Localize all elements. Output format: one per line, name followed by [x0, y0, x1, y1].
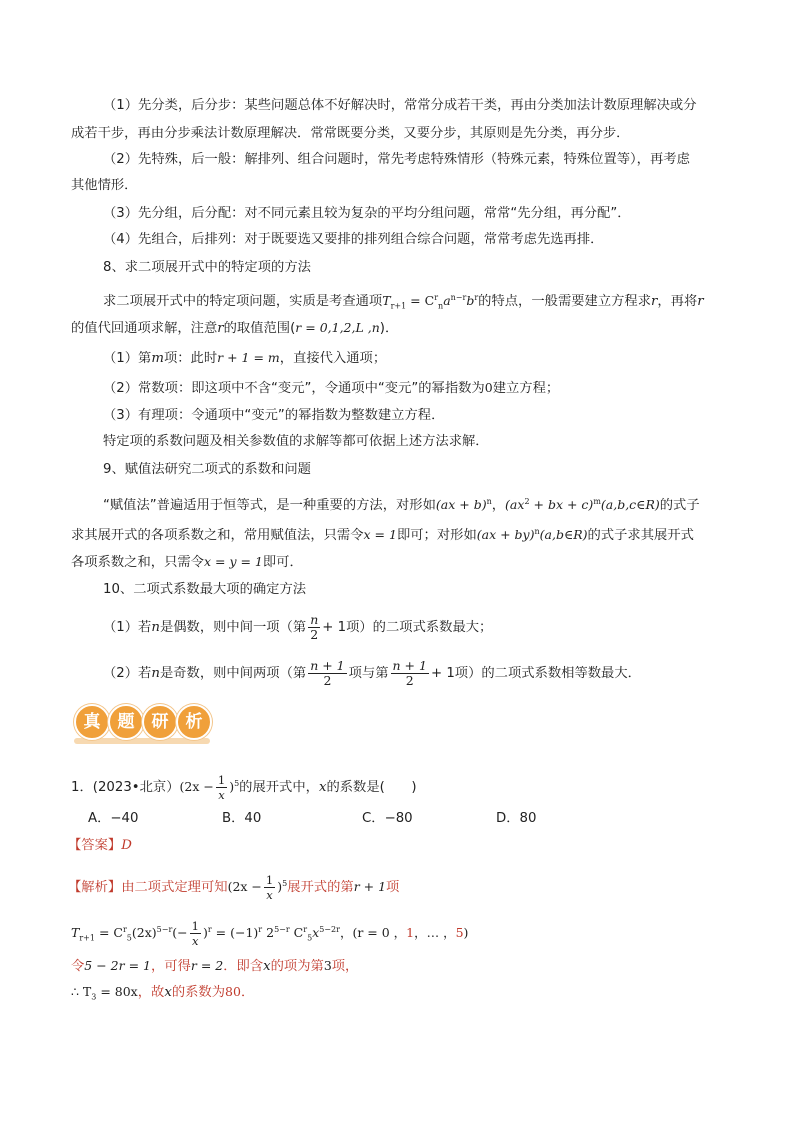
analysis-label: 【解析】 [68, 880, 122, 896]
section-9-line-1: “赋值法”普遍适用于恒等式，是一种重要的方法，对形如(ax + b)$^n$，($ax^2$ + bx + c)$^m$(a,b,c∈R)的式子 [103, 497, 700, 514]
section-8-tail: 特定项的系数问题及相关参数值的求解等都可依据上述方法求解． [103, 434, 489, 449]
section-8-intro-line-2: 的值代回通项求解，注意r的取值范围(r = 0,1,2,L ,n)． [71, 320, 399, 336]
principle-2-line-1: （2）先特殊，后一般：解排列、组合问题时，常先考虑特殊情形（特殊元素，特殊位置等），再考虑 [103, 152, 690, 167]
principle-1-line-2: 成若干步，再由分步乘法计数原理解决．常常既要分类，又要分步，其原则是先分类，再分步． [71, 126, 630, 141]
option-a: A．−40 [88, 811, 139, 826]
analysis-step-2: ∴ $T_3 = 80x$，故x的系数为80． [71, 984, 255, 1002]
section-9-line-3: 各项系数之和，只需令x = y = 1即可． [71, 554, 303, 570]
section-9-line-2: 求其展开式的各项系数之和，常用赋值法，只需令x = 1即可；对形如(ax + by)$^n$(a,b∈R)的式子求其展开式 [71, 527, 694, 544]
section-8-item-3: （3）有理项：令通项中“变元”的幂指数为整数建立方程． [103, 408, 445, 423]
analysis-general-term: $T_{r+1} = C^r_5(2x)^{5-r}(-$ $\frac{1}{x}$ )$^r = (-1)^r$ $2^{5-r}$ $C^r_5x^{5-2r}$，(r = 0 ，1，… ，5) [71, 919, 469, 949]
section-8-item-1: （1）第m项：此时r + 1 = m，直接代入通项； [103, 350, 387, 366]
analysis-step-1: 令5 − 2r = 1，可得r = 2．即含x的项为第3项， [71, 958, 359, 974]
section-10-item-2: （2）若n是奇数，则中间两项（第 $\frac{n + 1}{2}$ 项与第 $\frac{n + 1}{2}$ + 1项）的二项式系数相等数最大． [103, 657, 641, 688]
option-d: D．80 [496, 811, 537, 826]
principle-1-line-1: （1）先分类，后分步：某些问题总体不好解决时，常常分成若干类，再由分类加法计数原理解决或分 [103, 98, 697, 113]
principle-3: （3）先分组，后分配：对不同元素且较为复杂的平均分组问题，常常“先分组，再分配”． [103, 206, 631, 221]
banner-char-1: 真 [74, 704, 110, 740]
section-8-heading: 8、求二项展开式中的特定项的方法 [103, 260, 311, 275]
answer-line [68, 836, 132, 856]
section-10-heading: 10、二项式系数最大项的确定方法 [103, 582, 307, 597]
option-c: C．−80 [362, 811, 413, 826]
section-9-heading: 9、赋值法研究二项式的系数和问题 [103, 462, 311, 477]
problem-question: 1．(2023•北京）(2x − $\frac{1}{x}$ )$^5$的展开式中，x的系数是( ) [71, 773, 417, 803]
answer-label: 【答案】 [68, 838, 122, 853]
banner-char-3: 研 [142, 704, 178, 740]
section-10-item-1: （1）若n是偶数，则中间一项（第 $\frac{n}{2}$ + 1项）的二项式系数最大； [103, 611, 493, 642]
analysis-line-1: 【解析】由二项式定理可知(2x − $\frac{1}{x}$ )$^5$展开式的第r + 1项 [68, 873, 400, 903]
principle-2-line-2: 其他情形． [71, 178, 138, 193]
option-b: B．40 [222, 811, 262, 826]
section-banner [72, 700, 212, 746]
answer-value: D [121, 838, 132, 853]
banner-char-2: 题 [108, 704, 144, 740]
banner-char-4: 析 [176, 704, 212, 740]
section-8-item-2: （2）常数项：即这项中不含“变元”，令通项中“变元”的幂指数为0建立方程； [103, 380, 560, 396]
principle-4: （4）先组合，后排列：对于既要选又要排的排列组合综合问题，常常考虑先选再排． [103, 232, 604, 247]
section-8-intro-line-1: 求二项展开式中的特定项问题，实质是考查通项$T_{r+1} = C^r_na^{n-r}b^r$的特点，一般需要建立方程求r，再将r [103, 293, 704, 311]
